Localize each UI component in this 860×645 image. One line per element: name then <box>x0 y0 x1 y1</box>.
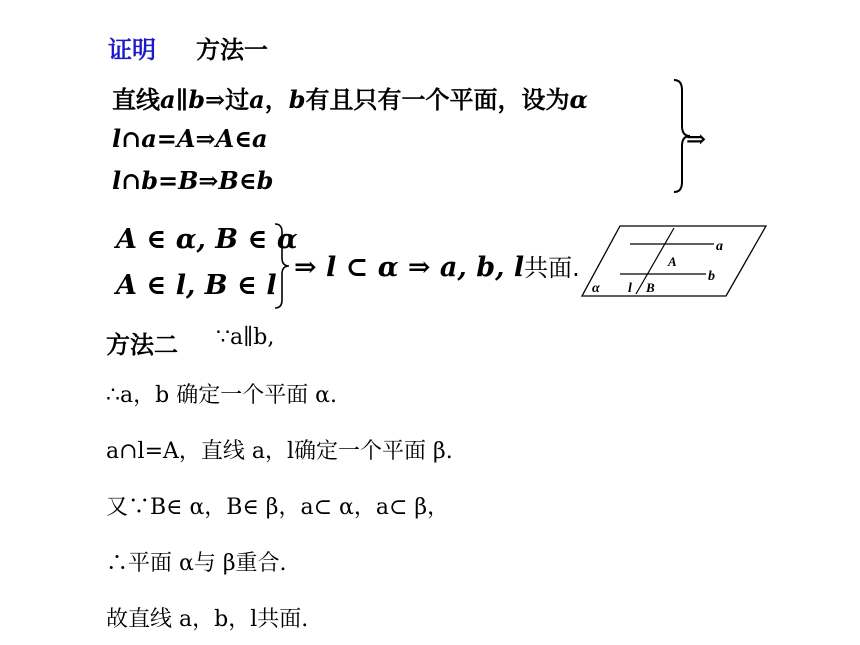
label-A: A <box>668 254 677 269</box>
membership-row2: A ∈ l, B ∈ l <box>116 270 277 301</box>
brace-implies: ⇒ <box>686 124 707 153</box>
membership-conclusion: ⇒ l ⊂ α ⇒ a, b, l共面. <box>294 252 580 283</box>
method2-line-2: a∩l=A，直线 a，l确定一个平面 β. <box>106 439 453 464</box>
method1-line3: l∩b=B⇒B∈b <box>112 166 274 195</box>
method2-line-3: 又∵B∈ α，B∈ β，a⊂ α，a⊂ β， <box>106 495 450 520</box>
method2-line-4: ∴平面 α与 β重合. <box>106 551 287 576</box>
proof-label: 证明 <box>108 36 156 64</box>
label-alpha: α <box>592 281 600 296</box>
method2-line-5: 故直线 a，b，l共面. <box>106 607 309 632</box>
method2-line-1: ∴a，b 确定一个平面 α. <box>106 383 338 408</box>
plane-figure <box>580 222 770 302</box>
label-b: b <box>708 269 715 284</box>
method2-label: 方法二 <box>106 331 178 359</box>
method1-line1: 直线a∥b⇒过a，b有且只有一个平面，设为α <box>112 85 588 114</box>
label-B: B <box>646 280 655 295</box>
right-brace-icon <box>272 222 296 310</box>
label-a: a <box>716 239 723 254</box>
method2-because: ∵a∥b, <box>216 325 275 350</box>
method1-label: 方法一 <box>196 36 268 64</box>
label-l: l <box>628 281 632 296</box>
membership-row1: A ∈ α, B ∈ α <box>116 224 298 255</box>
method1-line2: l∩a=A⇒A∈a <box>112 124 268 153</box>
